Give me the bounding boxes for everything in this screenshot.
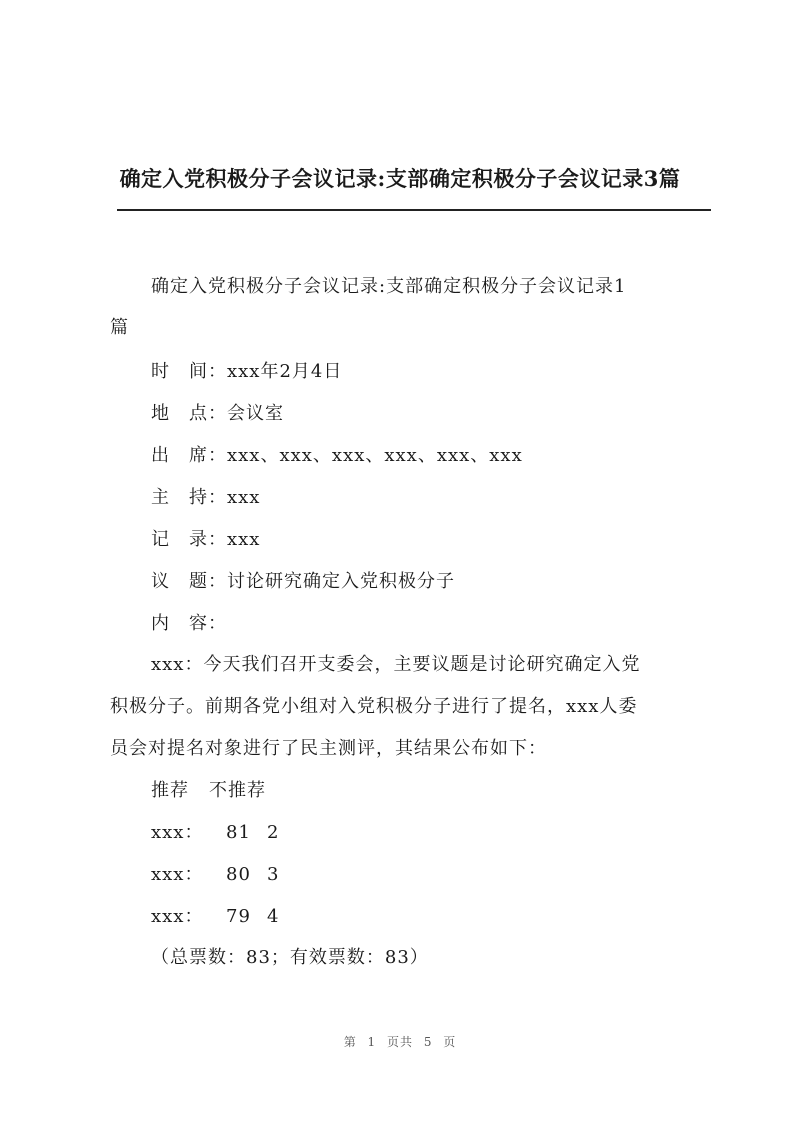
field-label: 出 席：	[151, 445, 227, 466]
vote-header	[151, 779, 266, 803]
vote-name: xxx：	[151, 822, 204, 843]
intro-line-2: 篇	[110, 317, 129, 338]
field-value: xxx	[227, 529, 261, 550]
vote-row	[151, 905, 311, 929]
field-location	[151, 402, 284, 426]
vote-recommend: 81	[226, 822, 251, 843]
vote-header-recommend: 推荐	[151, 780, 189, 801]
field-topic	[151, 570, 455, 594]
field-recorder	[151, 528, 260, 552]
field-label: 时 间：	[151, 361, 227, 382]
field-value: xxx、xxx、xxx、xxx、xxx、xxx	[227, 445, 523, 466]
vote-row	[151, 821, 311, 845]
page-footer: 第 1 页共 5 页	[343, 1035, 457, 1049]
vote-name: xxx：	[151, 906, 204, 927]
vote-not-recommend: 2	[267, 822, 280, 843]
vote-not-recommend: 3	[267, 864, 280, 885]
field-label: 地 点：	[151, 403, 227, 424]
field-attendees	[151, 444, 523, 468]
field-label: 内 容：	[151, 613, 227, 634]
field-value: xxx	[227, 487, 261, 508]
vote-totals: （总票数：83；有效票数：83）	[151, 947, 429, 968]
vote-recommend: 79	[226, 906, 251, 927]
intro-line-1: 确定入党积极分子会议记录:支部确定积极分子会议记录1	[151, 276, 627, 297]
content-line-3: 员会对提名对象进行了民主测评，其结果公布如下：	[110, 738, 547, 759]
field-time	[151, 360, 342, 384]
field-value: 讨论研究确定入党积极分子	[227, 571, 455, 592]
field-value: xxx年2月4日	[227, 361, 343, 382]
field-host	[151, 486, 260, 510]
title-underline	[117, 209, 711, 211]
field-label: 议 题：	[151, 571, 227, 592]
vote-name: xxx：	[151, 864, 204, 885]
vote-recommend: 80	[226, 864, 251, 885]
vote-header-not-recommend: 不推荐	[209, 780, 266, 801]
content-line-2: 积极分子。前期各党小组对入党积极分子进行了提名，xxx人委	[110, 696, 638, 717]
field-value: 会议室	[227, 403, 284, 424]
field-content	[151, 612, 227, 636]
vote-row	[151, 863, 311, 887]
vote-not-recommend: 4	[267, 906, 280, 927]
content-line-1: xxx：今天我们召开支委会，主要议题是讨论研究确定入党	[151, 654, 641, 675]
field-label: 记 录：	[151, 529, 227, 550]
document-title: 确定入党积极分子会议记录:支部确定积极分子会议记录3篇	[119, 166, 681, 191]
field-label: 主 持：	[151, 487, 227, 508]
